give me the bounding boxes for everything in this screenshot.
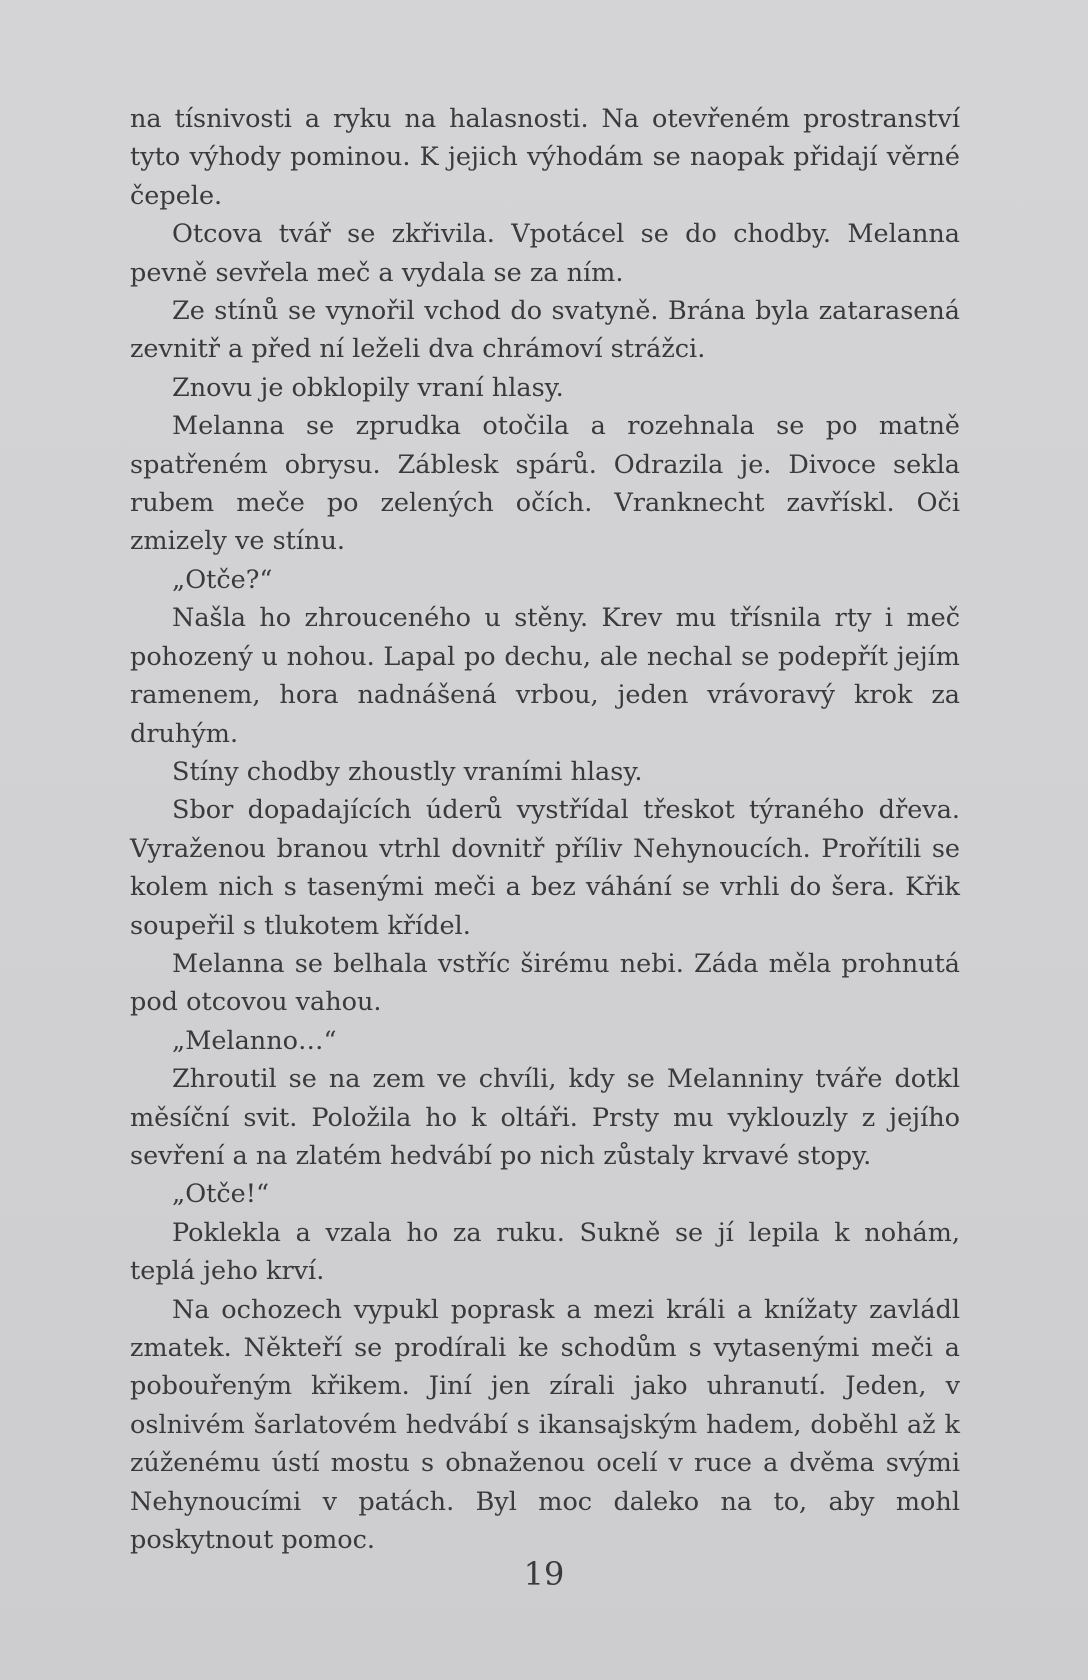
paragraph: Našla ho zhrouceného u stěny. Krev mu třísnila rty i meč pohozený u nohou. Lapal po dechu, ale nechal se podepřít jejím ramenem, hora nadnášená vrbou, jeden vrávoravý krok za druhým. (130, 603, 960, 749)
paragraph: na tísnivosti a ryku na halasnosti. Na otevřeném prostranství tyto výhody pominou. K jejich výhodám se naopak přidají věrné čepele. (130, 104, 960, 211)
paragraph: Sbor dopadajících úderů vystřídal třeskot týraného dřeva. Vyraženou branou vtrhl dovnitř příliv Nehynoucích. Prořítili se kolem nich s tasenými meči a bez váhání se vrhli do šera. Křik soupeřil s tlukotem křídel. (130, 795, 960, 941)
paragraph: Melanna se zprudka otočila a rozehnala se po matně spatřeném obrysu. Záblesk spárů. Odrazila je. Divoce sekla rubem meče po zelených očích. Vranknecht zavřískl. Oči zmizely ve stínu. (130, 411, 960, 557)
paragraph: „Melanno…“ (172, 1025, 337, 1056)
paragraph: Na ochozech vypukl poprask a mezi králi a knížaty zavládl zmatek. Někteří se prodírali ke schodům s vytasenými meči a pobouřeným křikem. Jiní jen zírali jako uhranutí. Jeden, v oslnivém šarlatovém hedvábí s ikansajským hadem, doběhl až k zúženému ústí mostu s obnaženou ocelí v ruce a dvěma svými Nehynoucími v patách. Byl moc daleko na to, aby mohl poskytnout pomoc. (130, 1294, 960, 1556)
paragraph: Otcova tvář se zkřivila. Vpotácel se do chodby. Melanna pevně sevřela meč a vydala se za ním. (130, 219, 960, 288)
paragraph: Zhroutil se na zem ve chvíli, kdy se Melanniny tváře dotkl měsíční svit. Položila ho k oltáři. Prsty mu vyklouzly z jejího sevření a na zlatém hedvábí po nich zůstaly krvavé stopy. (130, 1064, 960, 1171)
paragraph: „Otče?“ (172, 564, 273, 595)
paragraph: Stíny chodby zhoustly vraními hlasy. (172, 756, 643, 787)
page-number: 19 (523, 1555, 565, 1593)
paragraph: Melanna se belhala vstříc širému nebi. Záda měla prohnutá pod otcovou vahou. (130, 948, 960, 1018)
paragraph: „Otče!“ (172, 1179, 270, 1210)
paragraph: Poklekla a vzala ho za ruku. Sukně se jí lepila k nohám, teplá jeho krví. (130, 1217, 960, 1287)
paragraph: Ze stínů se vynořil vchod do svatyně. Brána byla zatarasená zevnitř a před ní leželi dva chrámoví strážci. (130, 296, 960, 365)
paragraph: Znovu je obklopily vraní hlasy. (172, 372, 564, 403)
body-text (130, 100, 960, 1559)
